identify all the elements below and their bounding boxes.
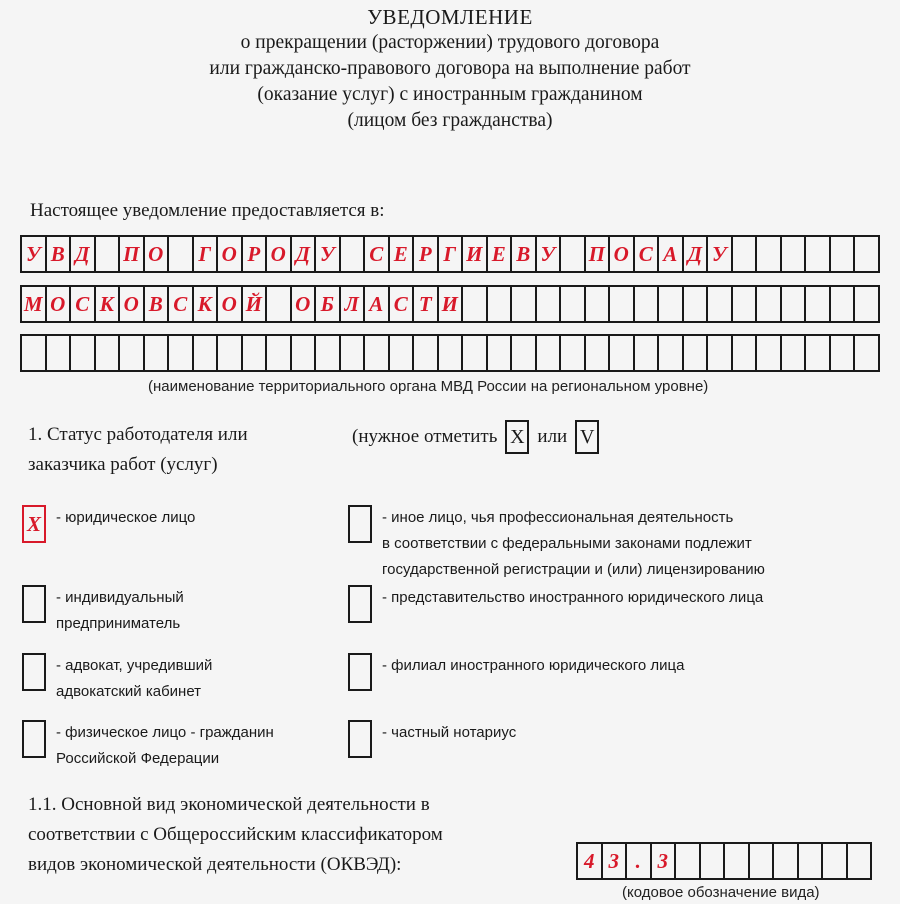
okved-cell[interactable]: [750, 842, 775, 880]
organ-name-cell[interactable]: [512, 285, 537, 323]
organ-name-cell[interactable]: [169, 235, 194, 273]
organ-name-cell[interactable]: [806, 334, 831, 372]
organ-name-cell[interactable]: [488, 334, 513, 372]
option-label-line: - юридическое лицо: [56, 509, 196, 526]
option-label-line: - частный нотариус: [382, 724, 517, 741]
okved-cell[interactable]: .: [627, 842, 652, 880]
okved-cell[interactable]: [774, 842, 799, 880]
organ-name-cell[interactable]: К: [96, 285, 121, 323]
organ-name-cell[interactable]: [537, 285, 562, 323]
organ-name-cell[interactable]: [145, 334, 170, 372]
organ-name-cell[interactable]: М: [22, 285, 47, 323]
intro-text: Настоящее уведомление предоставляется в:: [30, 200, 385, 221]
checkbox-notary[interactable]: [348, 720, 372, 758]
organ-name-cell[interactable]: [414, 334, 439, 372]
organ-name-cell[interactable]: [561, 334, 586, 372]
organ-name-cell[interactable]: П: [586, 235, 611, 273]
organ-name-cell[interactable]: С: [635, 235, 660, 273]
organ-name-cell[interactable]: [855, 235, 880, 273]
organ-name-cell[interactable]: А: [365, 285, 390, 323]
hint-v-box: V: [575, 420, 599, 454]
organ-name-cell[interactable]: [120, 334, 145, 372]
option-notary[interactable]: [348, 720, 516, 758]
organ-name-cell[interactable]: С: [365, 235, 390, 273]
option-notary-label: [382, 720, 516, 758]
organ-name-cell[interactable]: У: [22, 235, 47, 273]
okved-cell[interactable]: [823, 842, 848, 880]
organ-name-cell[interactable]: Р: [243, 235, 268, 273]
organ-name-cell[interactable]: [806, 235, 831, 273]
option-label-line: - индивидуальный: [56, 589, 184, 606]
organ-name-cell[interactable]: [855, 334, 880, 372]
organ-name-cell[interactable]: [831, 334, 856, 372]
mark-hint-or: или: [537, 426, 568, 447]
organ-name-cell[interactable]: [757, 334, 782, 372]
option-individual-citizen[interactable]: [22, 720, 274, 772]
option-label-line: - представительство иностранного юридического лица: [382, 589, 764, 606]
organ-name-cell[interactable]: [169, 334, 194, 372]
option-label-line: в соответствии с федеральными законами подлежит: [382, 535, 752, 552]
organ-name-cell[interactable]: [292, 334, 317, 372]
organ-name-cell[interactable]: Б: [316, 285, 341, 323]
organ-name-cell[interactable]: [96, 235, 121, 273]
okved-cell[interactable]: 3: [603, 842, 628, 880]
organ-name-cell[interactable]: В: [145, 285, 170, 323]
organ-name-row-2[interactable]: [20, 285, 880, 323]
organ-name-cell[interactable]: [537, 334, 562, 372]
organ-name-cell[interactable]: [365, 334, 390, 372]
checkbox-foreign-representative[interactable]: [348, 585, 372, 623]
mark-hint-text: (нужное отметить: [352, 426, 498, 447]
organ-name-cell[interactable]: С: [169, 285, 194, 323]
organ-name-row-3[interactable]: [20, 334, 880, 372]
organ-name-cell[interactable]: [708, 285, 733, 323]
organ-name-cell[interactable]: [316, 334, 341, 372]
organ-name-cell[interactable]: О: [120, 285, 145, 323]
checkbox-individual-citizen[interactable]: [22, 720, 46, 758]
checkbox-individual-entrepreneur[interactable]: [22, 585, 46, 623]
checkbox-other-person[interactable]: [348, 505, 372, 543]
organ-name-cell[interactable]: Т: [414, 285, 439, 323]
option-legal-entity-label: [56, 505, 195, 543]
okved-cell[interactable]: [725, 842, 750, 880]
organ-name-cell[interactable]: Д: [71, 235, 96, 273]
organ-name-cell[interactable]: [243, 334, 268, 372]
option-foreign-branch-label: [382, 653, 684, 691]
organ-name-cell[interactable]: [733, 235, 758, 273]
organ-name-cell[interactable]: [463, 334, 488, 372]
organ-name-cell[interactable]: [488, 285, 513, 323]
section-1-line-1: 1. Статус работодателя или: [28, 424, 248, 445]
organ-name-cell[interactable]: [71, 334, 96, 372]
organ-name-row-1[interactable]: [20, 235, 880, 273]
organ-name-cell[interactable]: [684, 334, 709, 372]
organ-name-cell[interactable]: [733, 285, 758, 323]
organ-name-cell[interactable]: И: [439, 285, 464, 323]
document-header: [0, 4, 900, 134]
okved-cell[interactable]: 3: [652, 842, 677, 880]
organ-name-cell[interactable]: О: [145, 235, 170, 273]
option-individual-citizen-label: [56, 720, 274, 772]
organ-name-cell[interactable]: [463, 285, 488, 323]
section-1-1-line-2: соответствии с Общероссийским классификатором: [28, 824, 443, 845]
organ-name-cell[interactable]: [22, 334, 47, 372]
organ-name-cell[interactable]: О: [47, 285, 72, 323]
organ-name-cell[interactable]: А: [659, 235, 684, 273]
organ-name-cell[interactable]: У: [708, 235, 733, 273]
organ-name-cell[interactable]: [439, 334, 464, 372]
okved-code-field[interactable]: [576, 842, 872, 880]
option-individual-entrepreneur-label: [56, 585, 184, 637]
organ-name-cell[interactable]: [561, 285, 586, 323]
organ-name-cell[interactable]: [659, 285, 684, 323]
title-line-1: о прекращении (расторжении) трудового договора: [240, 32, 660, 53]
organ-name-cell[interactable]: Е: [488, 235, 513, 273]
organ-name-cell[interactable]: [831, 285, 856, 323]
option-label-line: государственной регистрации и (или) лицензированию: [382, 561, 765, 578]
okved-caption: (кодовое обозначение вида): [622, 884, 820, 901]
organ-name-cell[interactable]: В: [512, 235, 537, 273]
organ-name-cell[interactable]: [267, 285, 292, 323]
organ-name-cell[interactable]: [635, 334, 660, 372]
section-1-1-title: [28, 790, 443, 880]
organ-name-cell[interactable]: Г: [194, 235, 219, 273]
organ-name-cell[interactable]: [684, 285, 709, 323]
option-label-line: адвокатский кабинет: [56, 683, 202, 700]
organ-name-cell[interactable]: [47, 334, 72, 372]
organ-name-cell[interactable]: [806, 285, 831, 323]
option-foreign-branch[interactable]: [348, 653, 684, 691]
organ-name-cell[interactable]: [341, 334, 366, 372]
organ-name-cell[interactable]: [733, 334, 758, 372]
organ-name-cell[interactable]: [757, 235, 782, 273]
title-line-3: (оказание услуг) с иностранным гражданином: [257, 84, 643, 105]
organ-name-cell[interactable]: Й: [243, 285, 268, 323]
option-foreign-representative-label: [382, 585, 763, 623]
organ-name-cell[interactable]: О: [292, 285, 317, 323]
mark-hint: [352, 420, 599, 454]
option-individual-entrepreneur[interactable]: [22, 585, 184, 637]
section-1-1-line-3: видов экономической деятельности (ОКВЭД):: [28, 854, 402, 875]
option-label-line: - филиал иностранного юридического лица: [382, 657, 685, 674]
organ-name-cell[interactable]: [855, 285, 880, 323]
organ-name-cell[interactable]: [586, 334, 611, 372]
option-lawyer-label: [56, 653, 212, 705]
organ-name-cell[interactable]: [512, 334, 537, 372]
organ-name-cell[interactable]: О: [610, 235, 635, 273]
organ-name-cell[interactable]: [831, 235, 856, 273]
organ-name-cell[interactable]: О: [218, 235, 243, 273]
option-other-person[interactable]: [348, 505, 765, 583]
section-1-1-line-1: 1.1. Основной вид экономической деятельности в: [28, 794, 430, 815]
organ-name-cell[interactable]: П: [120, 235, 145, 273]
organ-name-cell[interactable]: Р: [414, 235, 439, 273]
hint-x-box: X: [505, 420, 529, 454]
organ-name-cell[interactable]: Е: [390, 235, 415, 273]
okved-cell[interactable]: [848, 842, 873, 880]
okved-cell[interactable]: [676, 842, 701, 880]
organ-name-cell[interactable]: [194, 334, 219, 372]
option-label-line: - физическое лицо - гражданин: [56, 724, 274, 741]
organ-name-cell[interactable]: [659, 334, 684, 372]
organ-name-cell[interactable]: [782, 285, 807, 323]
organ-caption: (наименование территориального органа МВД России на региональном уровне): [148, 378, 709, 395]
organ-name-cell[interactable]: У: [316, 235, 341, 273]
title-line-2: или гражданско-правового договора на выполнение работ: [209, 58, 691, 79]
organ-name-cell[interactable]: [96, 334, 121, 372]
organ-name-cell[interactable]: Л: [341, 285, 366, 323]
option-other-person-label: [382, 505, 765, 583]
option-label-line: - иное лицо, чья профессиональная деятельность: [382, 509, 734, 526]
section-1-line-2: заказчика работ (услуг): [28, 454, 218, 475]
title-line-4: (лицом без гражданства): [347, 110, 553, 131]
organ-name-cell[interactable]: О: [267, 235, 292, 273]
option-label-line: предприниматель: [56, 615, 181, 632]
organ-name-cell[interactable]: К: [194, 285, 219, 323]
organ-name-cell[interactable]: И: [463, 235, 488, 273]
organ-name-cell[interactable]: Д: [292, 235, 317, 273]
organ-name-cell[interactable]: Г: [439, 235, 464, 273]
okved-cell[interactable]: [799, 842, 824, 880]
organ-name-cell[interactable]: [267, 334, 292, 372]
organ-name-cell[interactable]: [390, 334, 415, 372]
organ-name-cell[interactable]: [586, 285, 611, 323]
organ-name-cell[interactable]: О: [218, 285, 243, 323]
organ-name-cell[interactable]: [561, 235, 586, 273]
option-legal-entity[interactable]: [22, 505, 195, 543]
okved-cell[interactable]: [701, 842, 726, 880]
option-foreign-representative[interactable]: [348, 585, 763, 623]
organ-name-cell[interactable]: С: [390, 285, 415, 323]
organ-name-cell[interactable]: Д: [684, 235, 709, 273]
organ-name-cell[interactable]: [610, 334, 635, 372]
organ-name-cell[interactable]: [341, 235, 366, 273]
organ-name-cell[interactable]: [218, 334, 243, 372]
checkbox-foreign-branch[interactable]: [348, 653, 372, 691]
option-label-line: Российской Федерации: [56, 750, 220, 767]
organ-name-cell[interactable]: [635, 285, 660, 323]
checkbox-lawyer[interactable]: [22, 653, 46, 691]
organ-name-cell[interactable]: [757, 285, 782, 323]
organ-name-cell[interactable]: [708, 334, 733, 372]
organ-name-cell[interactable]: [610, 285, 635, 323]
organ-name-cell[interactable]: С: [71, 285, 96, 323]
organ-name-cell[interactable]: [782, 334, 807, 372]
okved-cell[interactable]: 4: [578, 842, 603, 880]
section-1-title: [28, 420, 248, 480]
option-lawyer[interactable]: [22, 653, 212, 705]
document-title: УВЕДОМЛЕНИЕ: [367, 5, 533, 29]
organ-name-cell[interactable]: [782, 235, 807, 273]
organ-name-cell[interactable]: В: [47, 235, 72, 273]
option-label-line: - адвокат, учредивший: [56, 657, 213, 674]
organ-name-cell[interactable]: У: [537, 235, 562, 273]
checkbox-legal-entity[interactable]: X: [22, 505, 46, 543]
